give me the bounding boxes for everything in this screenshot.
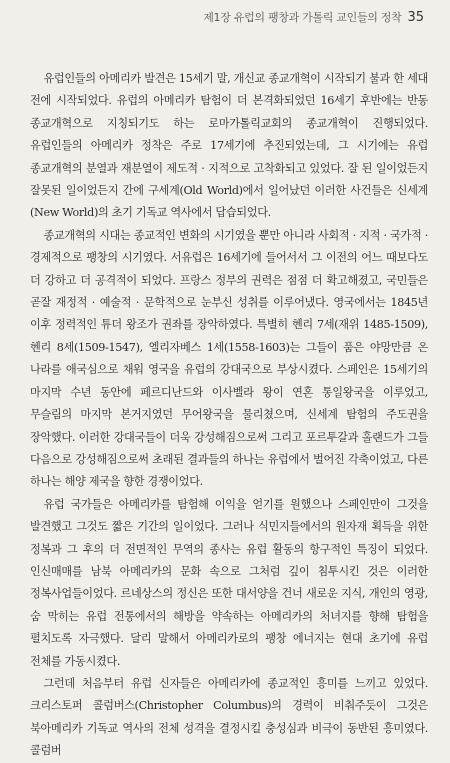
paragraph: 유럽인들의 아메리카 발견은 15세기 말, 개신교 종교개혁이 시작되기 불과 한 세대 전에 시작되었다. 유럽의 아메리카 탐험이 더 본격화되었던 16세기 후반에는 반동 종교개혁으로 지칭되기도 하는 로마가톨릭교회의 종교개혁이 진행되었다. 유럽인들의 아메리카 정착은 주로 17세기에 추진되었는데, 그 시기에는 유럽 종교개혁의 분열과 재분열이 제도적 · 지적으로 고착화되고 있었다. 잘 된 일이었든지 잘못된 일이었든지 간에 구세계(Old World)에서 일어났던 이러한 사건들은 신세계(New World)의 초기 기독교 역사에서 답습되었다. (30, 72, 428, 220)
body-text (30, 68, 428, 763)
paragraph: 유럽 국가들은 아메리카를 탐험해 이익을 얻기를 원했으나 스페인만이 그것을 발견했고 그것도 짧은 기간의 일이었다. 그러나 식민지들에서의 원자재 획득을 위한 정복과 그 후의 더 전면적인 무역의 종사는 유럽 활동의 항구적인 특징이 되었다. 인신매매를 남북 아메리카의 문화 속으로 그처럼 깊이 침투시킨 것은 이러한 정복사업들이었다. 르네상스의 정신은 또한 대서양을 건너 새로운 지식, 개인의 영광, 숨 막히는 유럽 전통에서의 해방을 약속하는 아메리카의 처녀지를 향해 탐험을 펼치도록 자극했다. 달리 말해서 아메리카로의 팽창 에너지는 현대 초기에 유럽 전체를 가동시켰다. (30, 497, 428, 668)
page-header (0, 0, 450, 34)
running-head: 제1장 유럽의 팽창과 가톨릭 교인들의 정착 (203, 11, 402, 24)
page-number: 35 (407, 9, 424, 25)
paragraph: 종교개혁의 시대는 종교적인 변화의 시기였을 뿐만 아니라 사회적 · 지적 · 국가적 · 경제적으로 팽창의 시기였다. 서유럽은 16세기에 들어서서 그 이전의 어느 때보다도 더 강하고 더 공격적이 되었다. 프랑스 정부의 권력은 점점 더 확고해졌고, 국민들은 곧잘 재정적 · 예술적 · 문학적으로 눈부신 성취를 이루어냈다. 영국에서는 1845년 이후 정력적인 튜더 왕조가 권좌를 장악하였다. 특별히 헨리 7세(재위 1485-1509), 헨리 8세(1509-1547), 엘리자베스 1세(1558-1603)는 그들이 품은 야망만큼 온 나라를 애국심으로 채워 영국을 유럽의 강대국으로 부상시켰다. 스페인은 15세기의 마지막 수년 동안에 페르디난드와 이사벨라 왕이 연혼 통일왕국을 이루었고, 무슬림의 마지막 본거지였던 무어왕국을 물리쳤으며, 신세계 탐험의 주도권을 장악했다. 이러한 강대국들이 더욱 강성해짐으로써 그리고 포르투갈과 홀랜드가 그들 다음으로 강성해짐으로써 초래된 결과들의 하나는 유럽에서 벌어진 각축이었고, 다른 하나는 해양 제국을 향한 경쟁이었다. (30, 228, 428, 489)
paragraph: 그런데 처음부터 유럽 신자들은 아메리카에 종교적인 흥미를 느끼고 있었다. 크리스토퍼 콜럼버스(Christopher Columbus)의 경력이 비춰주듯이 그것은 북아메리카 기독교 역사의 전체 성격을 결정시킬 충성심과 비극이 동반된 흥미였다. 콜럼버 (30, 676, 428, 758)
